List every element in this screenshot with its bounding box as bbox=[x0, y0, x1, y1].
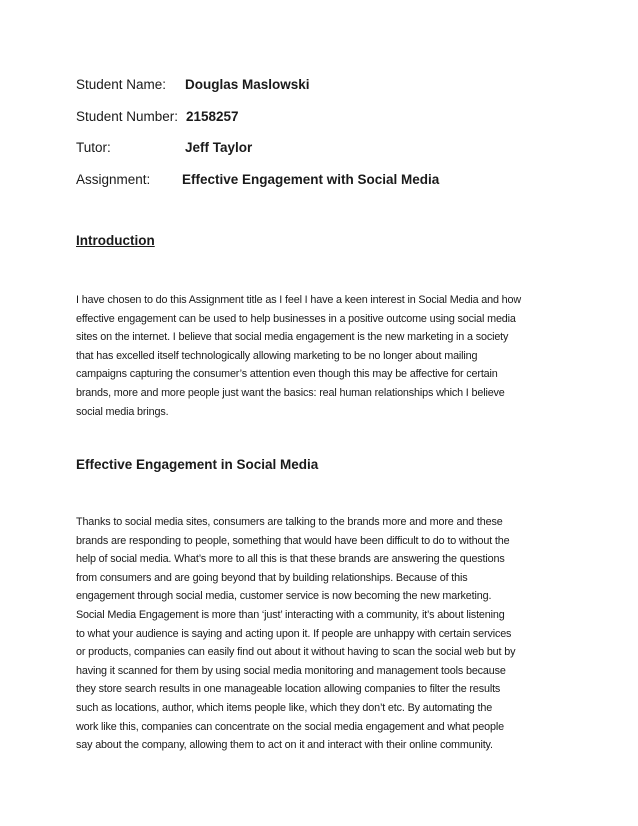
introduction-heading: Introduction bbox=[76, 233, 155, 248]
paragraph-line: from consumers and are going beyond that by building relationships. Because of this bbox=[76, 571, 468, 584]
paragraph-line: say about the company, allowing them to act on it and interact with their online community. bbox=[76, 739, 493, 752]
paragraph-line: sites on the internet. I believe that social media engagement is the new marketing in a society bbox=[76, 331, 509, 344]
paragraph-line: that has excelled itself technologically allowing marketing to be no longer about mailing bbox=[76, 349, 478, 362]
paragraph-line: having it scanned for them by using social media monitoring and management tools because bbox=[76, 664, 506, 677]
assignment-value: Effective Engagement with Social Media bbox=[182, 172, 440, 187]
paragraph-line: Thanks to social media sites, consumers are talking to the brands more and more and these bbox=[76, 516, 503, 528]
paragraph-line: work like this, companies can concentrate on the social media engagement and what people bbox=[76, 720, 504, 733]
paragraph-line: brands, more and more people just want the basics: real human relationships which I believe bbox=[76, 386, 505, 399]
engagement-paragraph bbox=[76, 513, 576, 755]
student-name-value: Douglas Maslowski bbox=[185, 77, 310, 92]
paragraph-line: engagement through social media, customer service is now becoming the new marketing. bbox=[76, 590, 492, 603]
paragraph-line: Social Media Engagement is more than ‘just’ interacting with a community, it’s about listening bbox=[76, 608, 505, 621]
assignment-label: Assignment: bbox=[76, 172, 151, 187]
student-name-label: Student Name: bbox=[76, 77, 167, 92]
paragraph-line: help of social media. What’s more to all this is that these brands are answering the questions bbox=[76, 553, 505, 566]
engagement-heading: Effective Engagement in Social Media bbox=[76, 457, 319, 472]
paragraph-line: social media brings. bbox=[76, 405, 169, 418]
paragraph-line: brands are responding to people, something that would have been difficult to do to without the bbox=[76, 534, 510, 547]
paragraph-line: they store search results in one manageable location allowing companies to filter the results bbox=[76, 683, 501, 696]
student-number-label: Student Number: bbox=[76, 109, 179, 124]
introduction-paragraph bbox=[76, 291, 576, 421]
paragraph-line: I have chosen to do this Assignment title as I feel I have a keen interest in Social Media and how bbox=[76, 294, 522, 306]
paragraph-line: such as locations, author, which items people like, which they don’t etc. By automating the bbox=[76, 701, 493, 714]
paragraph-line: campaigns capturing the consumer’s attention even though this may be affective for certain bbox=[76, 368, 498, 381]
paragraph-line: or products, companies can easily find out about it without having to scan the social web but by bbox=[76, 646, 516, 659]
paragraph-line: to what your audience is saying and acting upon it. If people are unhappy with certain services bbox=[76, 627, 512, 640]
student-number-value: 2158257 bbox=[186, 109, 239, 124]
tutor-value: Jeff Taylor bbox=[185, 140, 253, 155]
paragraph-line: effective engagement can be used to help businesses in a positive outcome using social media bbox=[76, 312, 516, 325]
tutor-label: Tutor: bbox=[76, 140, 111, 155]
